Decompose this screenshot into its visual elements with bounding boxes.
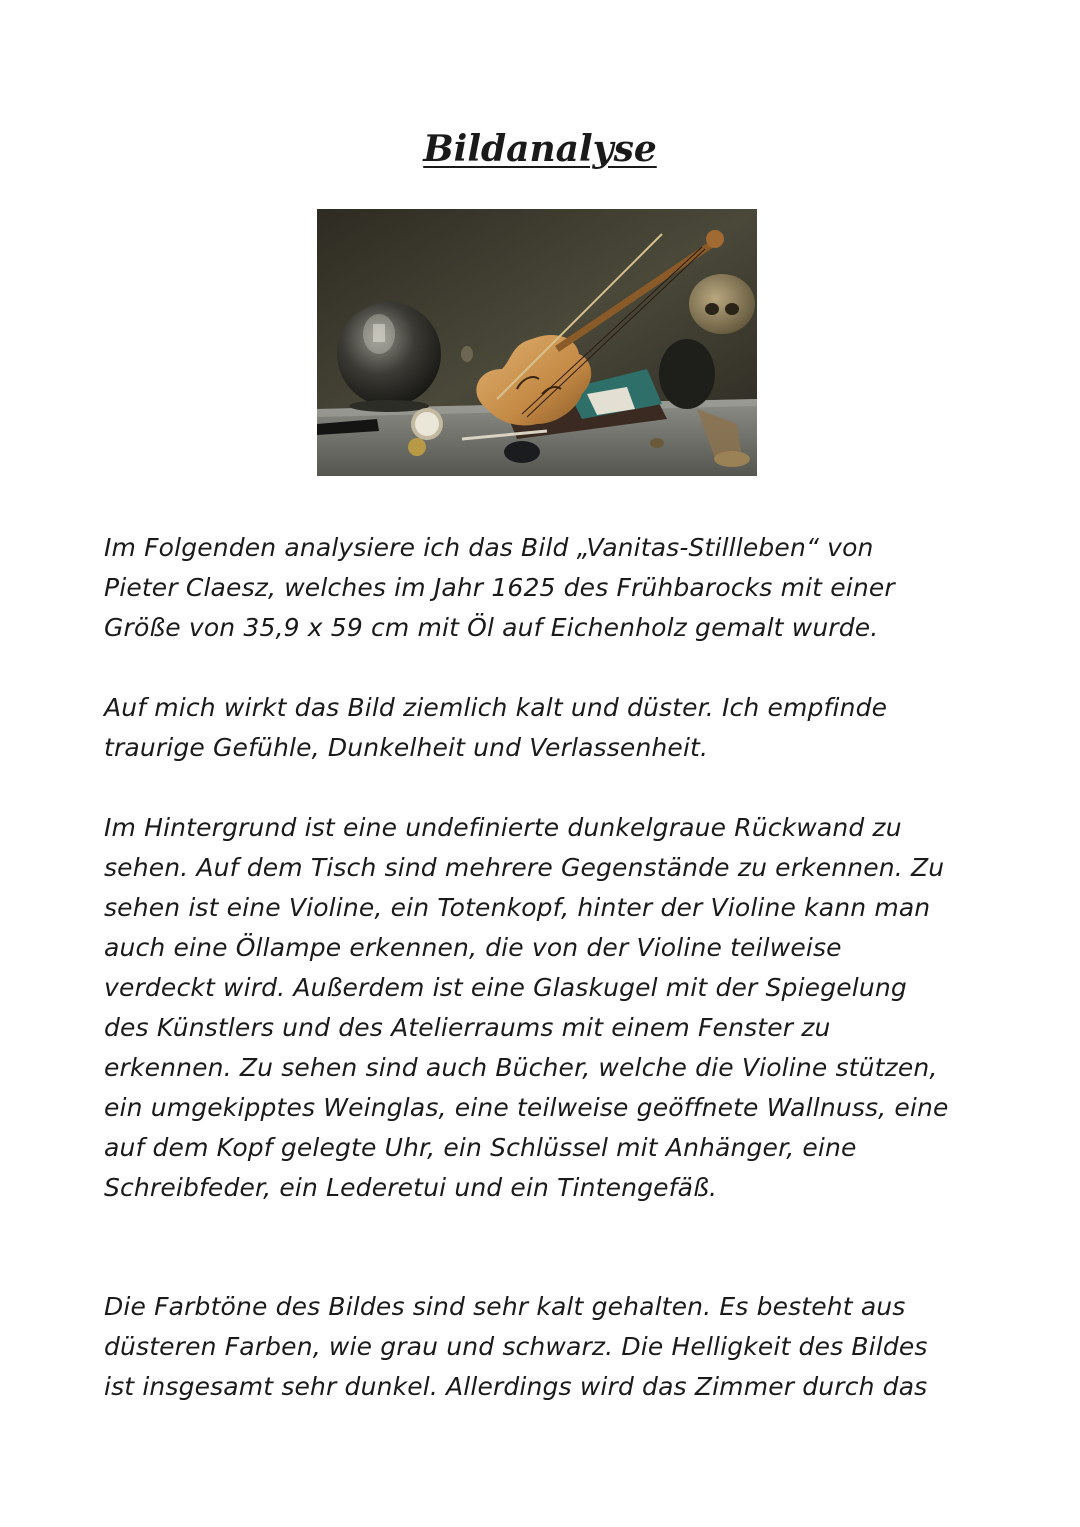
text-line: ist insgesamt sehr dunkel. Allerdings wird das Zimmer durch das — [104, 1372, 928, 1401]
text-line: sehen ist eine Violine, ein Totenkopf, hinter der Violine kann man — [104, 893, 931, 922]
text-line: ein umgekipptes Weinglas, eine teilweise geöffnete Wallnuss, eine — [104, 1093, 949, 1122]
text-line: Auf mich wirkt das Bild ziemlich kalt und düster. Ich empfinde — [104, 693, 888, 722]
text-line: des Künstlers und des Atelierraums mit einem Fenster zu — [104, 1013, 831, 1042]
text-line: auch eine Öllampe erkennen, die von der Violine teilweise — [104, 933, 842, 962]
text-line: Größe von 35,9 x 59 cm mit Öl auf Eichenholz gemalt wurde. — [104, 613, 879, 642]
text-line: sehen. Auf dem Tisch sind mehrere Gegenstände zu erkennen. Zu — [104, 853, 945, 882]
text-line: erkennen. Zu sehen sind auch Bücher, welche die Violine stützen, — [104, 1053, 938, 1082]
paragraph-impression — [104, 688, 984, 768]
inkwell-icon — [504, 441, 540, 463]
paragraph-colors — [104, 1287, 984, 1407]
walnut-icon — [650, 438, 664, 448]
text-line: Im Folgenden analysiere ich das Bild „Vanitas-Stillleben“ von — [104, 533, 874, 562]
text-line: Schreibfeder, ein Lederetui und ein Tintengefäß. — [104, 1173, 718, 1202]
page-title: Bildanalyse — [423, 128, 657, 170]
skull-icon — [689, 274, 755, 334]
text-line: Die Farbtöne des Bildes sind sehr kalt gehalten. Es besteht aus — [104, 1292, 906, 1321]
text-line: auf dem Kopf gelegte Uhr, ein Schlüssel mit Anhänger, eine — [104, 1133, 857, 1162]
text-line: verdeckt wird. Außerdem ist eine Glaskugel mit der Spiegelung — [104, 973, 907, 1002]
text-line: traurige Gefühle, Dunkelheit und Verlassenheit. — [104, 733, 709, 762]
text-line: düsteren Farben, wie grau und schwarz. Die Helligkeit des Bildes — [104, 1332, 928, 1361]
paragraph-description — [104, 808, 984, 1208]
text-line: Pieter Claesz, welches im Jahr 1625 des Frühbarocks mit einer — [104, 573, 895, 602]
paragraph-intro — [104, 528, 984, 648]
vanitas-painting-image — [317, 209, 757, 476]
text-line: Im Hintergrund ist eine undefinierte dunkelgraue Rückwand zu — [104, 813, 902, 842]
